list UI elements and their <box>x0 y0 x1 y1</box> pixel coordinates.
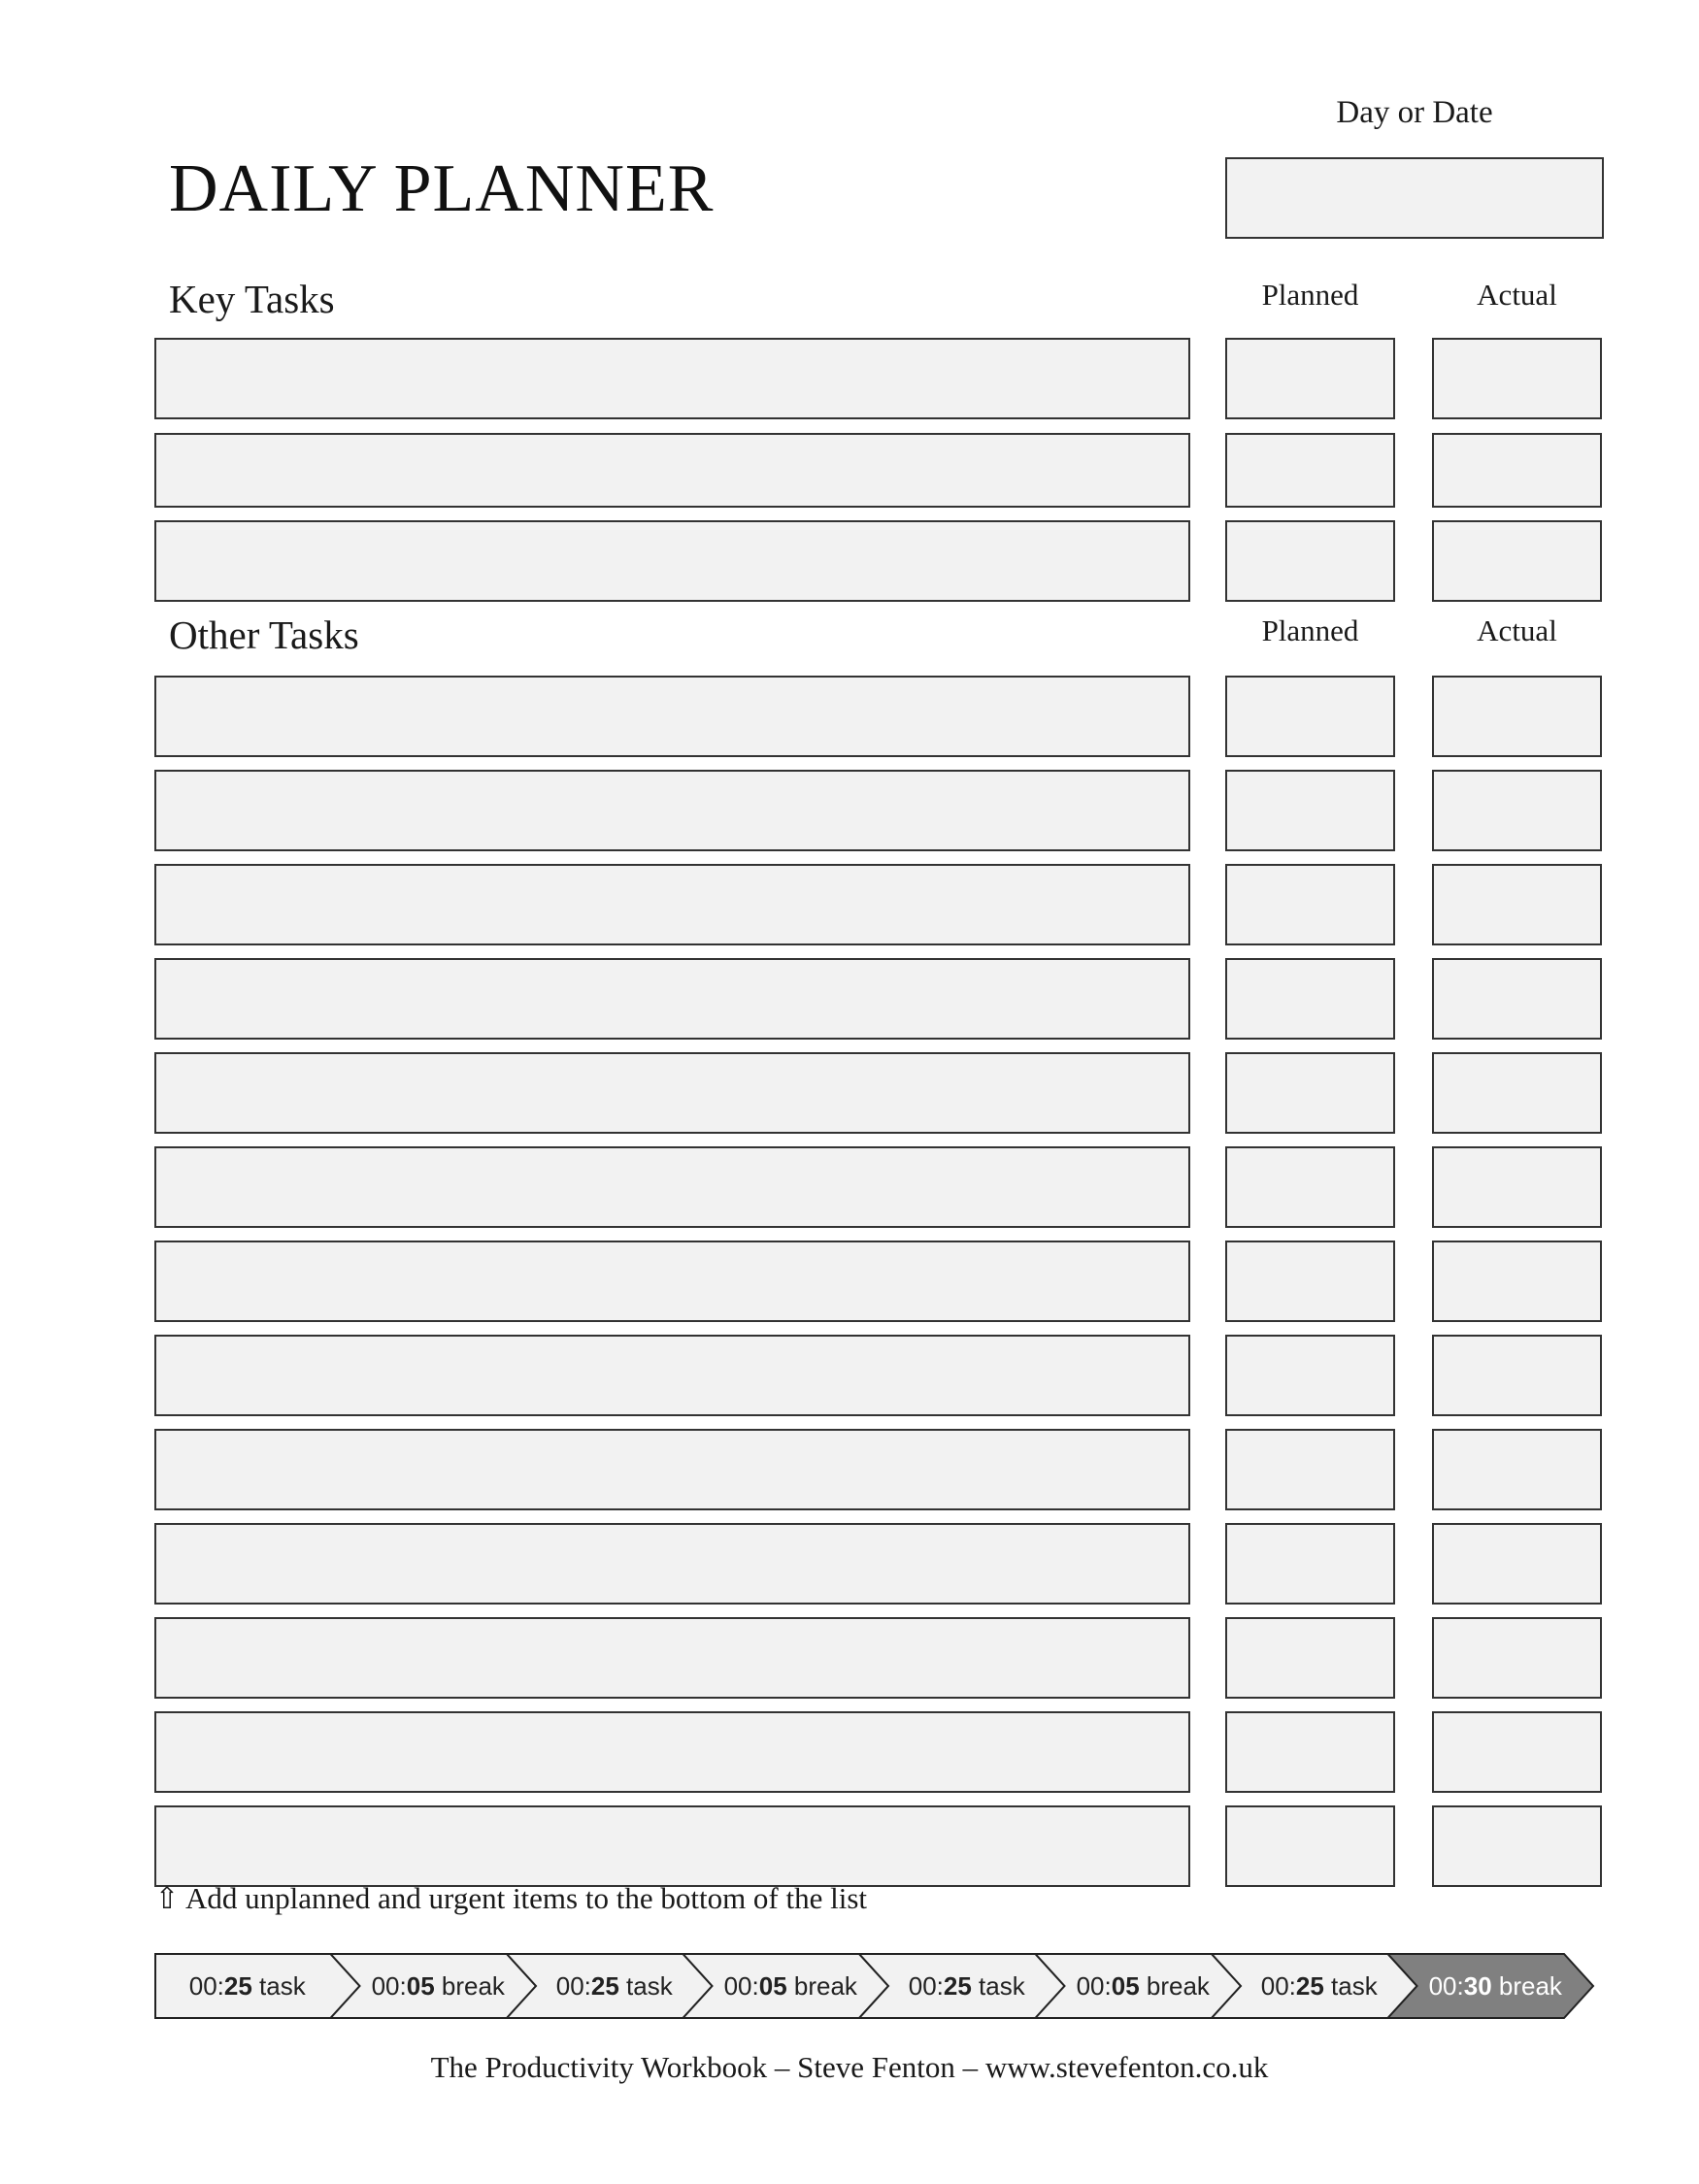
pomodoro-timeline <box>154 1953 1603 2019</box>
other-task-field-8[interactable] <box>154 1335 1190 1416</box>
date-field[interactable] <box>1225 157 1604 239</box>
other-actual-field-10[interactable] <box>1432 1523 1602 1605</box>
timeline-kind: break <box>1491 1971 1562 2001</box>
other-tasks-actual-header: Actual <box>1477 613 1557 647</box>
timeline-kind: break <box>434 1971 505 2001</box>
other-planned-field-7[interactable] <box>1225 1241 1395 1322</box>
timeline-label-5 <box>888 1953 1046 2019</box>
key-actual-field-2[interactable] <box>1432 433 1602 508</box>
other-actual-field-2[interactable] <box>1432 770 1602 851</box>
timeline-kind: task <box>971 1971 1025 2001</box>
other-actual-field-3[interactable] <box>1432 864 1602 945</box>
up-arrow-icon: ⇧ <box>154 1881 180 1915</box>
other-planned-field-2[interactable] <box>1225 770 1395 851</box>
timeline-minutes: 25 <box>590 1971 619 2001</box>
key-planned-field-3[interactable] <box>1225 520 1395 602</box>
unplanned-note <box>154 1881 867 1916</box>
timeline-kind: break <box>786 1971 857 2001</box>
timeline-kind: task <box>618 1971 673 2001</box>
timeline-hours: 00: <box>188 1971 224 2001</box>
timeline-label-4 <box>713 1953 870 2019</box>
unplanned-note-text: Add unplanned and urgent items to the bottom of the list <box>185 1881 868 1915</box>
timeline-hours: 00: <box>1076 1971 1112 2001</box>
other-actual-field-1[interactable] <box>1432 676 1602 757</box>
other-actual-field-5[interactable] <box>1432 1052 1602 1134</box>
timeline-hours: 00: <box>555 1971 591 2001</box>
timeline-hours: 00: <box>723 1971 759 2001</box>
other-planned-field-3[interactable] <box>1225 864 1395 945</box>
timeline-hours: 00: <box>1260 1971 1296 2001</box>
other-actual-field-6[interactable] <box>1432 1146 1602 1228</box>
timeline-minutes: 25 <box>1295 1971 1324 2001</box>
other-planned-field-13[interactable] <box>1225 1805 1395 1887</box>
other-planned-field-1[interactable] <box>1225 676 1395 757</box>
timeline-label-1 <box>154 1953 341 2019</box>
other-planned-field-5[interactable] <box>1225 1052 1395 1134</box>
timeline-label-6 <box>1065 1953 1222 2019</box>
other-planned-field-8[interactable] <box>1225 1335 1395 1416</box>
other-task-field-2[interactable] <box>154 770 1190 851</box>
other-task-field-4[interactable] <box>154 958 1190 1040</box>
other-task-field-11[interactable] <box>154 1617 1190 1699</box>
timeline-minutes: 30 <box>1463 1971 1492 2001</box>
other-task-field-1[interactable] <box>154 676 1190 757</box>
other-tasks-heading: Other Tasks <box>169 612 359 657</box>
other-tasks-planned-header: Planned <box>1261 613 1359 647</box>
other-task-field-3[interactable] <box>154 864 1190 945</box>
other-task-field-13[interactable] <box>154 1805 1190 1887</box>
key-planned-field-2[interactable] <box>1225 433 1395 508</box>
other-planned-field-9[interactable] <box>1225 1429 1395 1510</box>
timeline-hours: 00: <box>908 1971 944 2001</box>
other-task-field-9[interactable] <box>154 1429 1190 1510</box>
timeline-hours: 00: <box>1428 1971 1464 2001</box>
other-planned-field-10[interactable] <box>1225 1523 1395 1605</box>
key-tasks-actual-header: Actual <box>1477 278 1557 312</box>
other-actual-field-13[interactable] <box>1432 1805 1602 1887</box>
other-task-field-10[interactable] <box>154 1523 1190 1605</box>
key-actual-field-1[interactable] <box>1432 338 1602 419</box>
timeline-minutes: 05 <box>406 1971 435 2001</box>
timeline-minutes: 05 <box>758 1971 787 2001</box>
date-label: Day or Date <box>1336 95 1493 130</box>
key-planned-field-1[interactable] <box>1225 338 1395 419</box>
other-planned-field-12[interactable] <box>1225 1711 1395 1793</box>
timeline-kind: task <box>251 1971 306 2001</box>
key-actual-field-3[interactable] <box>1432 520 1602 602</box>
other-task-field-5[interactable] <box>154 1052 1190 1134</box>
key-task-field-3[interactable] <box>154 520 1190 602</box>
key-task-field-2[interactable] <box>154 433 1190 508</box>
other-task-field-12[interactable] <box>154 1711 1190 1793</box>
other-task-field-6[interactable] <box>154 1146 1190 1228</box>
other-actual-field-9[interactable] <box>1432 1429 1602 1510</box>
timeline-label-3 <box>536 1953 693 2019</box>
footer-credit: The Productivity Workbook – Steve Fenton – www.stevefenton.co.uk <box>430 2050 1269 2084</box>
key-task-field-1[interactable] <box>154 338 1190 419</box>
timeline-kind: task <box>1323 1971 1378 2001</box>
other-planned-field-6[interactable] <box>1225 1146 1395 1228</box>
timeline-label-8 <box>1417 1953 1575 2019</box>
other-planned-field-11[interactable] <box>1225 1617 1395 1699</box>
key-tasks-heading: Key Tasks <box>169 277 335 321</box>
timeline-label-7 <box>1241 1953 1398 2019</box>
other-actual-field-7[interactable] <box>1432 1241 1602 1322</box>
other-actual-field-8[interactable] <box>1432 1335 1602 1416</box>
timeline-minutes: 05 <box>1111 1971 1140 2001</box>
timeline-label-2 <box>360 1953 517 2019</box>
timeline-kind: break <box>1139 1971 1210 2001</box>
page-title: DAILY PLANNER <box>169 151 715 226</box>
other-planned-field-4[interactable] <box>1225 958 1395 1040</box>
key-tasks-planned-header: Planned <box>1261 278 1359 312</box>
timeline-minutes: 25 <box>943 1971 972 2001</box>
timeline-minutes: 25 <box>223 1971 252 2001</box>
other-actual-field-11[interactable] <box>1432 1617 1602 1699</box>
other-task-field-7[interactable] <box>154 1241 1190 1322</box>
timeline-hours: 00: <box>371 1971 407 2001</box>
other-actual-field-4[interactable] <box>1432 958 1602 1040</box>
other-actual-field-12[interactable] <box>1432 1711 1602 1793</box>
